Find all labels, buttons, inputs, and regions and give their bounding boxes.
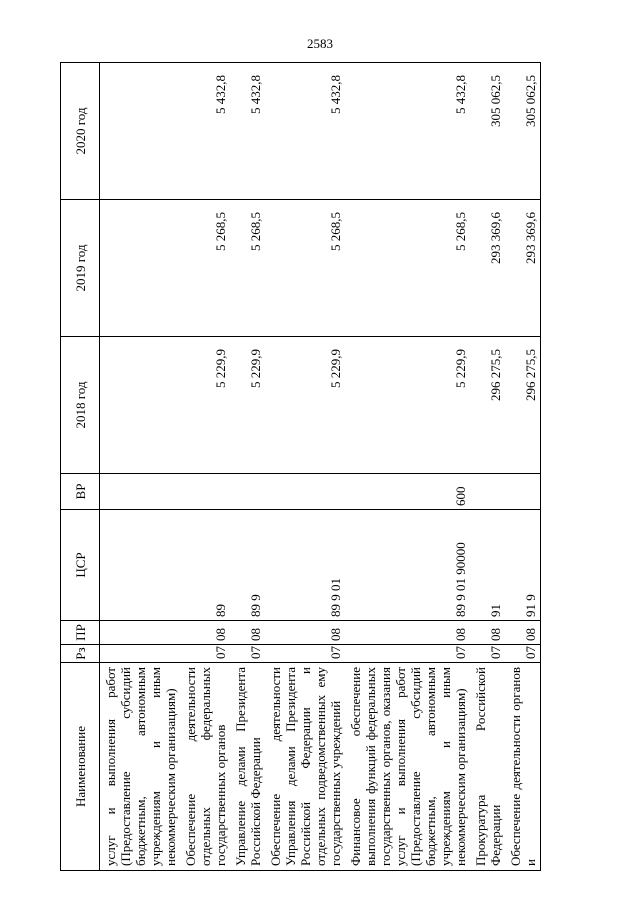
header-2019: 2019 год — [61, 200, 100, 337]
table-row — [230, 63, 265, 871]
row-name: Управление делами Президента Российской Федерации — [230, 663, 265, 871]
header-csr: ЦСР — [61, 510, 100, 621]
row-rz: 07 — [345, 645, 470, 663]
row-pr: 08 — [470, 621, 505, 645]
row-vr — [100, 474, 181, 510]
row-2019: 5 268,5 — [180, 200, 230, 337]
row-vr — [505, 474, 541, 510]
table-row — [505, 63, 541, 871]
header-rz: Рз — [61, 645, 100, 663]
row-2019: 293 369,6 — [505, 200, 541, 337]
row-2019: 5 268,5 — [265, 200, 345, 337]
table-row — [470, 63, 505, 871]
row-2020: 5 432,8 — [345, 63, 470, 200]
row-name: Обеспечение деятельности отдельных федеральных государственных органов — [180, 663, 230, 871]
row-name: Обеспечение деятельности органов и — [505, 663, 541, 871]
row-rz: 07 — [265, 645, 345, 663]
row-pr: 08 — [345, 621, 470, 645]
table-row — [100, 63, 181, 871]
row-2020: 5 432,8 — [230, 63, 265, 200]
table-row — [265, 63, 345, 871]
row-2019: 5 268,5 — [345, 200, 470, 337]
row-name: услуг и выполнения работ (Предоставление субсидий бюджетным, автономным учреждениям и иным некоммерческим организациям) — [100, 663, 181, 871]
row-pr: 08 — [180, 621, 230, 645]
table-header-row — [61, 63, 100, 871]
row-2018 — [100, 337, 181, 474]
row-vr — [265, 474, 345, 510]
row-csr: 91 — [470, 510, 505, 621]
budget-table — [60, 62, 541, 871]
row-vr: 600 — [345, 474, 470, 510]
row-pr — [100, 621, 181, 645]
row-rz: 07 — [505, 645, 541, 663]
row-csr — [100, 510, 181, 621]
header-pr: ПР — [61, 621, 100, 645]
row-rz: 07 — [230, 645, 265, 663]
row-vr — [230, 474, 265, 510]
header-2020: 2020 год — [61, 63, 100, 200]
header-vr: ВР — [61, 474, 100, 510]
row-name: Прокуратура Российской Федерации — [470, 663, 505, 871]
row-rz: 07 — [180, 645, 230, 663]
row-2018: 5 229,9 — [265, 337, 345, 474]
row-rz — [100, 645, 181, 663]
row-2018: 5 229,9 — [230, 337, 265, 474]
row-2019: 293 369,6 — [470, 200, 505, 337]
row-2020 — [100, 63, 181, 200]
page-number: 2583 — [307, 36, 333, 51]
row-2018: 296 275,5 — [470, 337, 505, 474]
row-pr: 08 — [230, 621, 265, 645]
table-row — [345, 63, 470, 871]
row-pr: 08 — [265, 621, 345, 645]
row-2019: 5 268,5 — [230, 200, 265, 337]
row-csr: 89 9 01 90000 — [345, 510, 470, 621]
budget-table-rotated — [60, 63, 600, 871]
row-csr: 89 — [180, 510, 230, 621]
row-2020: 5 432,8 — [265, 63, 345, 200]
row-pr: 08 — [505, 621, 541, 645]
row-name: Финансовое обеспечение выполнения функций федеральных государственных органов, оказания услуг и выполнения работ (Предоставление субсидий бюджетным, автономным учреждениям и иным некоммерческим организациям) — [345, 663, 470, 871]
row-vr — [180, 474, 230, 510]
row-2019 — [100, 200, 181, 337]
row-vr — [470, 474, 505, 510]
row-csr: 89 9 01 — [265, 510, 345, 621]
row-2018: 296 275,5 — [505, 337, 541, 474]
header-2018: 2018 год — [61, 337, 100, 474]
row-2020: 305 062,5 — [470, 63, 505, 200]
row-rz: 07 — [470, 645, 505, 663]
table-row — [180, 63, 230, 871]
row-csr: 89 9 — [230, 510, 265, 621]
row-2018: 5 229,9 — [345, 337, 470, 474]
row-csr: 91 9 — [505, 510, 541, 621]
row-2020: 305 062,5 — [505, 63, 541, 200]
row-name: Обеспечение деятельности Управления делами Президента Российской Федерации и отдельных подведомственных ему государственных учреждений — [265, 663, 345, 871]
row-2018: 5 229,9 — [180, 337, 230, 474]
row-2020: 5 432,8 — [180, 63, 230, 200]
header-name: Наименование — [61, 663, 100, 871]
